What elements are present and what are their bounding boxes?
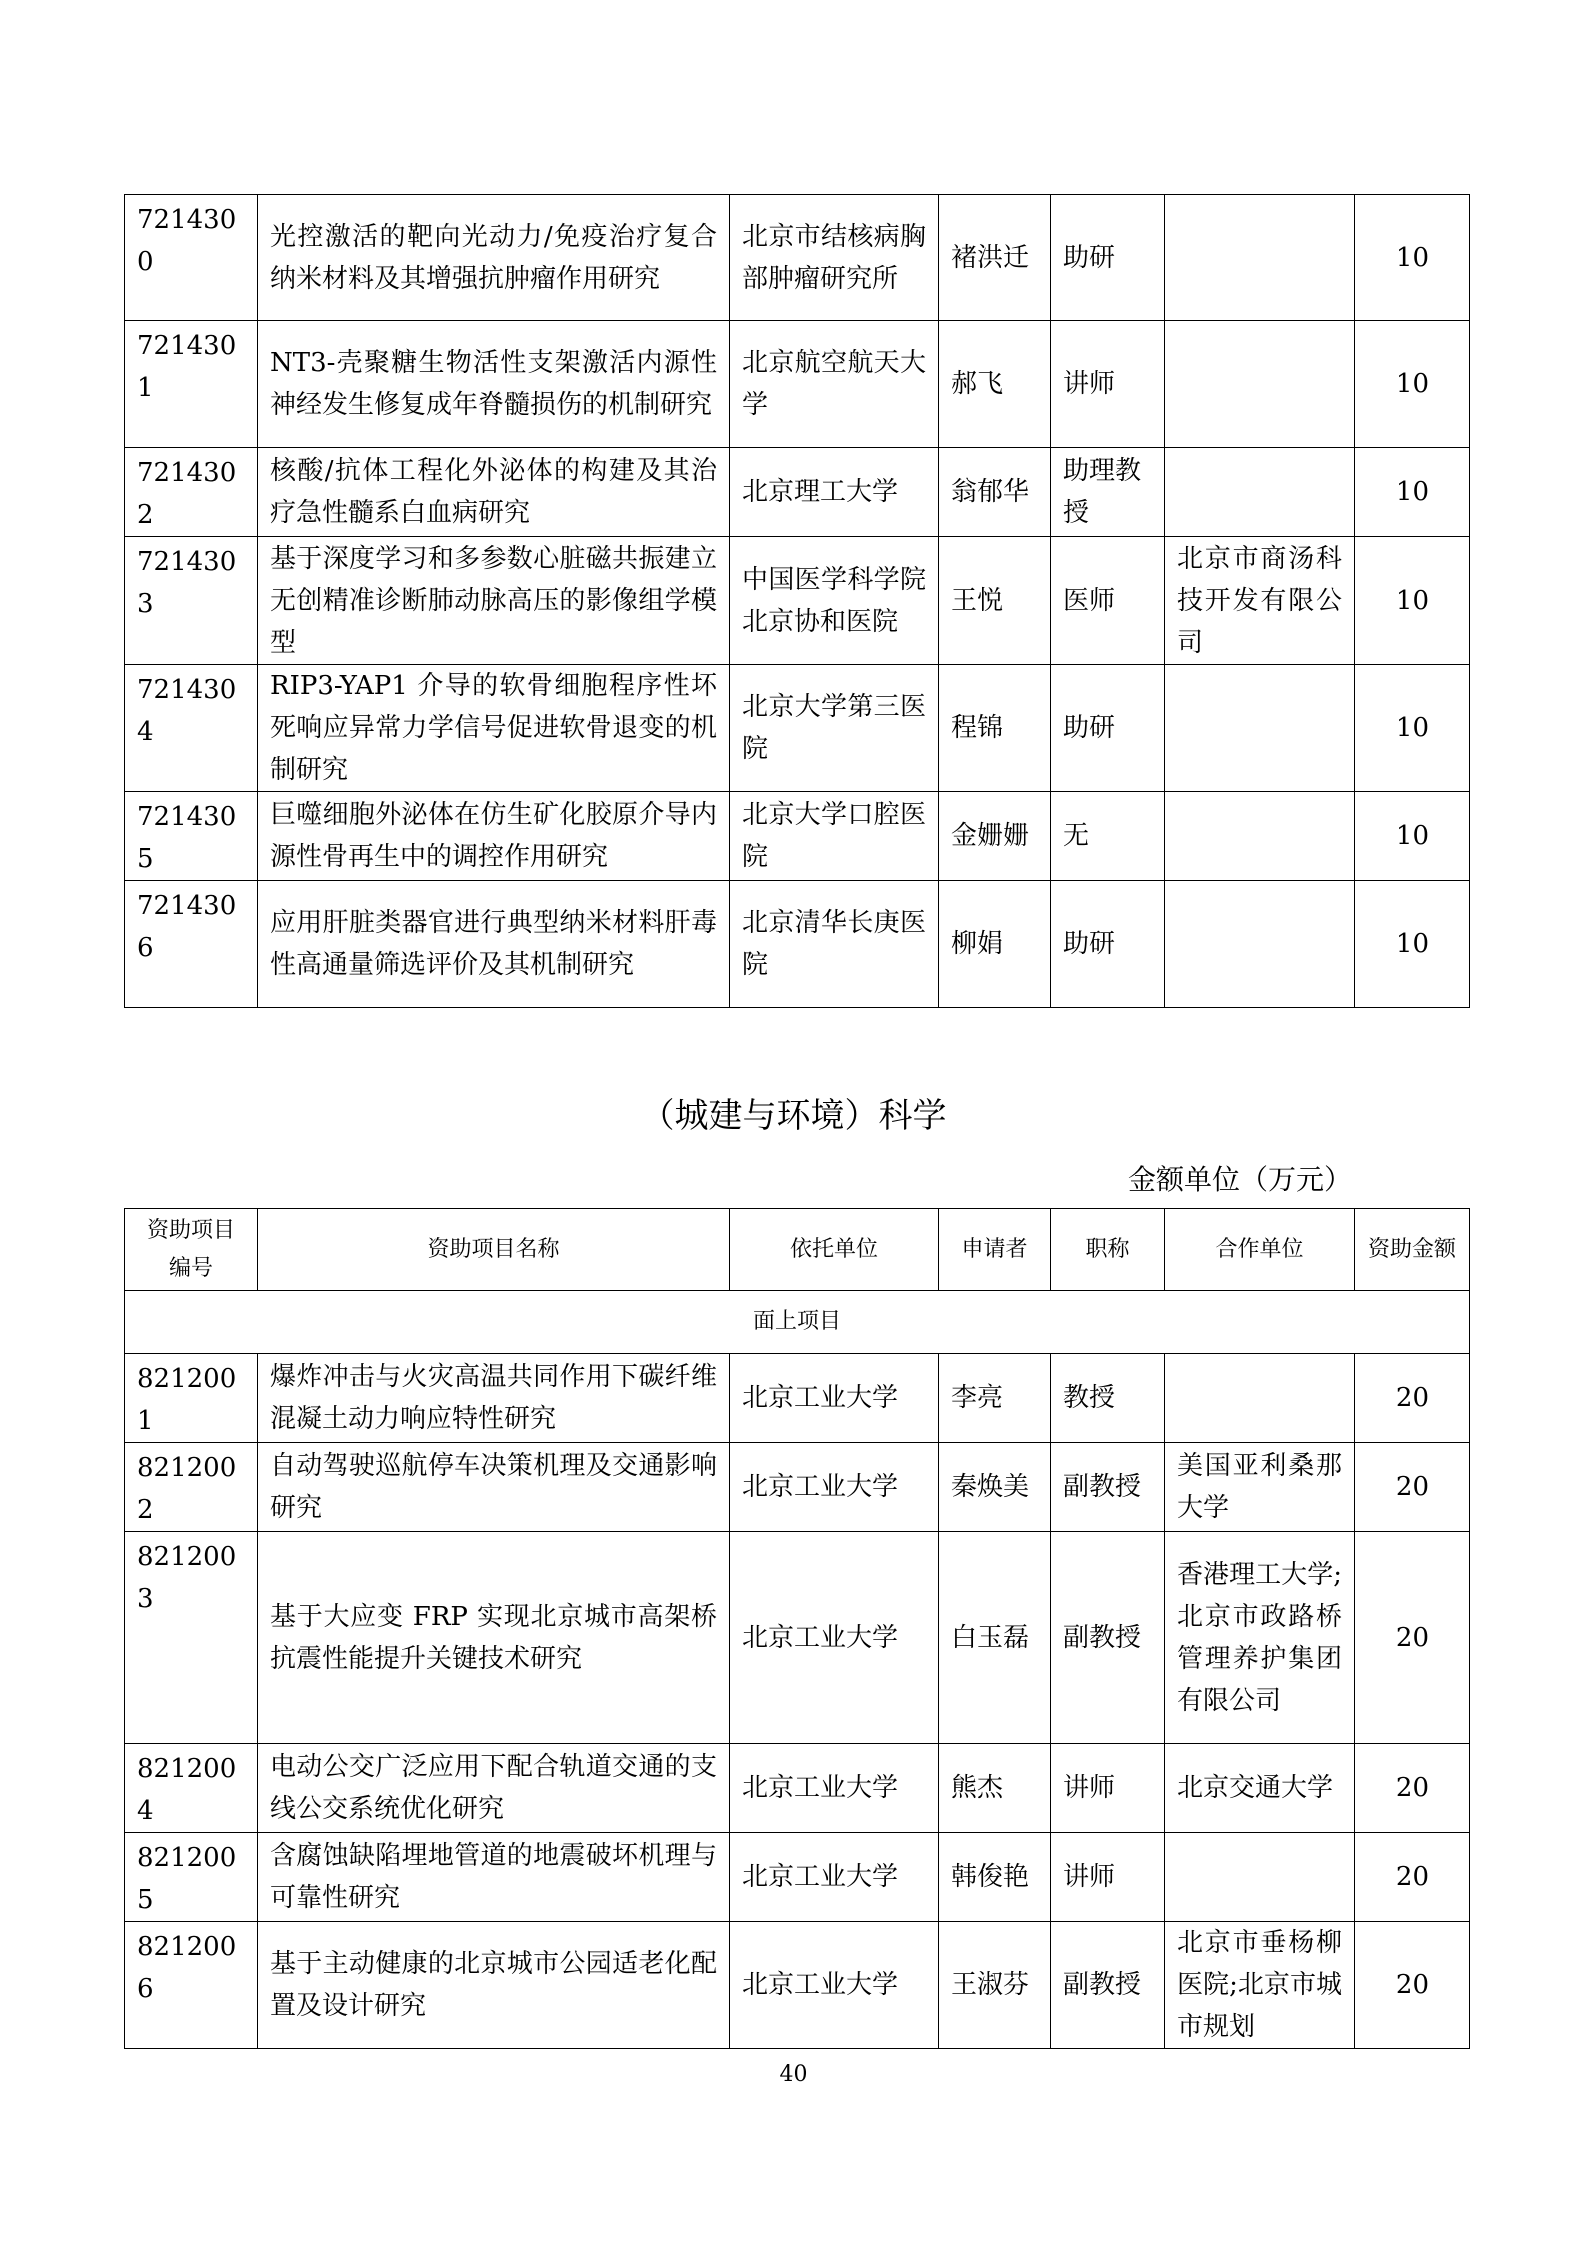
funding-amount: 10 <box>1355 881 1470 1008</box>
header-title: 职称 <box>1051 1209 1165 1291</box>
job-title: 教授 <box>1051 1354 1165 1443</box>
funding-table <box>124 1208 1470 2049</box>
applicant: 柳娟 <box>939 881 1051 1008</box>
job-title: 助研 <box>1051 665 1165 792</box>
job-title: 副教授 <box>1051 1532 1165 1744</box>
project-code: 8212003 <box>125 1532 258 1744</box>
funding-amount: 10 <box>1355 792 1470 881</box>
applicant: 王悦 <box>939 537 1051 665</box>
partner-institution: 美国亚利桑那大学 <box>1165 1443 1355 1532</box>
host-institution: 北京清华长庚医院 <box>730 881 939 1008</box>
host-institution: 北京工业大学 <box>730 1354 939 1443</box>
funding-amount: 20 <box>1355 1532 1470 1744</box>
project-code: 8212001 <box>125 1354 258 1443</box>
project-name: 基于主动健康的北京城市公园适老化配置及设计研究 <box>258 1922 730 2049</box>
funding-amount: 10 <box>1355 665 1470 792</box>
job-title: 讲师 <box>1051 1833 1165 1922</box>
partner-institution <box>1165 448 1355 537</box>
project-name: 自动驾驶巡航停车决策机理及交通影响研究 <box>258 1443 730 1532</box>
applicant: 李亮 <box>939 1354 1051 1443</box>
host-institution: 北京工业大学 <box>730 1443 939 1532</box>
project-name: NT3-壳聚糖生物活性支架激活内源性神经发生修复成年脊髓损伤的机制研究 <box>258 321 730 448</box>
project-name: 巨噬细胞外泌体在仿生矿化胶原介导内源性骨再生中的调控作用研究 <box>258 792 730 881</box>
table-row <box>125 537 1470 665</box>
project-name: 基于深度学习和多参数心脏磁共振建立无创精准诊断肺动脉高压的影像组学模型 <box>258 537 730 665</box>
applicant: 郝飞 <box>939 321 1051 448</box>
table-row <box>125 321 1470 448</box>
project-code: 8212002 <box>125 1443 258 1532</box>
table-row <box>125 665 1470 792</box>
job-title: 助研 <box>1051 195 1165 321</box>
applicant: 熊杰 <box>939 1744 1051 1833</box>
host-institution: 北京市结核病胸部肿瘤研究所 <box>730 195 939 321</box>
table-row <box>125 195 1470 321</box>
job-title: 副教授 <box>1051 1922 1165 2049</box>
job-title: 医师 <box>1051 537 1165 665</box>
funding-amount: 20 <box>1355 1443 1470 1532</box>
host-institution: 北京工业大学 <box>730 1744 939 1833</box>
project-code: 7214302 <box>125 448 258 537</box>
project-name: RIP3-YAP1 介导的软骨细胞程序性坏死响应异常力学信号促进软骨退变的机制研究 <box>258 665 730 792</box>
host-institution: 北京大学口腔医院 <box>730 792 939 881</box>
project-code: 8212004 <box>125 1744 258 1833</box>
job-title: 讲师 <box>1051 1744 1165 1833</box>
job-title: 助研 <box>1051 881 1165 1008</box>
amount-unit-note: 金额单位（万元） <box>1128 1163 1353 1196</box>
funding-amount: 20 <box>1355 1833 1470 1922</box>
table-row <box>125 1354 1470 1443</box>
partner-institution <box>1165 321 1355 448</box>
host-institution: 北京工业大学 <box>730 1532 939 1744</box>
project-name: 光控激活的靶向光动力/免疫治疗复合纳米材料及其增强抗肿瘤作用研究 <box>258 195 730 321</box>
page-number: 40 <box>779 2062 808 2087</box>
applicant: 秦焕美 <box>939 1443 1051 1532</box>
host-institution: 北京理工大学 <box>730 448 939 537</box>
funding-amount: 20 <box>1355 1354 1470 1443</box>
partner-institution: 北京市商汤科技开发有限公司 <box>1165 537 1355 665</box>
header-amount: 资助金额 <box>1355 1209 1470 1291</box>
job-title: 副教授 <box>1051 1443 1165 1532</box>
header-partner: 合作单位 <box>1165 1209 1355 1291</box>
applicant: 韩俊艳 <box>939 1833 1051 1922</box>
funding-amount: 10 <box>1355 537 1470 665</box>
table-row <box>125 1922 1470 2049</box>
applicant: 金姗姗 <box>939 792 1051 881</box>
table-row <box>125 1443 1470 1532</box>
funding-amount: 20 <box>1355 1922 1470 2049</box>
partner-institution: 北京市垂杨柳医院;北京市城市规划 <box>1165 1922 1355 2049</box>
table-row <box>125 1744 1470 1833</box>
table-row <box>125 1833 1470 1922</box>
project-code: 8212006 <box>125 1922 258 2049</box>
table-row <box>125 448 1470 537</box>
table-row <box>125 792 1470 881</box>
applicant: 程锦 <box>939 665 1051 792</box>
applicant: 褚洪迁 <box>939 195 1051 321</box>
project-code: 8212005 <box>125 1833 258 1922</box>
project-code: 7214304 <box>125 665 258 792</box>
project-name: 核酸/抗体工程化外泌体的构建及其治疗急性髓系白血病研究 <box>258 448 730 537</box>
project-code: 7214305 <box>125 792 258 881</box>
project-name: 含腐蚀缺陷埋地管道的地震破坏机理与可靠性研究 <box>258 1833 730 1922</box>
partner-institution: 北京交通大学 <box>1165 1744 1355 1833</box>
header-name: 资助项目名称 <box>258 1209 730 1291</box>
header-org: 依托单位 <box>730 1209 939 1291</box>
partner-institution: 香港理工大学;北京市政路桥管理养护集团有限公司 <box>1165 1532 1355 1744</box>
partner-institution <box>1165 195 1355 321</box>
project-code: 7214303 <box>125 537 258 665</box>
host-institution: 北京工业大学 <box>730 1833 939 1922</box>
applicant: 翁郁华 <box>939 448 1051 537</box>
partner-institution <box>1165 1354 1355 1443</box>
job-title: 讲师 <box>1051 321 1165 448</box>
table-header-row <box>125 1209 1470 1291</box>
category-row <box>125 1291 1470 1354</box>
funding-amount: 10 <box>1355 195 1470 321</box>
table-row <box>125 1532 1470 1744</box>
project-code: 7214306 <box>125 881 258 1008</box>
partner-institution <box>1165 665 1355 792</box>
funding-amount: 10 <box>1355 321 1470 448</box>
funding-amount: 20 <box>1355 1744 1470 1833</box>
partner-institution <box>1165 792 1355 881</box>
host-institution: 北京大学第三医院 <box>730 665 939 792</box>
funding-amount: 10 <box>1355 448 1470 537</box>
applicant: 王淑芬 <box>939 1922 1051 2049</box>
category-label: 面上项目 <box>125 1291 1470 1354</box>
project-code: 7214300 <box>125 195 258 321</box>
project-name: 爆炸冲击与火灾高温共同作用下碳纤维混凝土动力响应特性研究 <box>258 1354 730 1443</box>
host-institution: 北京工业大学 <box>730 1922 939 2049</box>
table-row <box>125 881 1470 1008</box>
project-name: 电动公交广泛应用下配合轨道交通的支线公交系统优化研究 <box>258 1744 730 1833</box>
applicant: 白玉磊 <box>939 1532 1051 1744</box>
project-name: 基于大应变 FRP 实现北京城市高架桥抗震性能提升关键技术研究 <box>258 1532 730 1744</box>
project-name: 应用肝脏类器官进行典型纳米材料肝毒性高通量筛选评价及其机制研究 <box>258 881 730 1008</box>
funding-table-continued <box>124 194 1470 1008</box>
partner-institution <box>1165 1833 1355 1922</box>
job-title: 助理教授 <box>1051 448 1165 537</box>
host-institution: 北京航空航天大学 <box>730 321 939 448</box>
host-institution: 中国医学科学院北京协和医院 <box>730 537 939 665</box>
section-title: （城建与环境）科学 <box>640 1096 947 1136</box>
project-code: 7214301 <box>125 321 258 448</box>
job-title: 无 <box>1051 792 1165 881</box>
header-applicant: 申请者 <box>939 1209 1051 1291</box>
partner-institution <box>1165 881 1355 1008</box>
header-code: 资助项目编号 <box>125 1209 258 1291</box>
